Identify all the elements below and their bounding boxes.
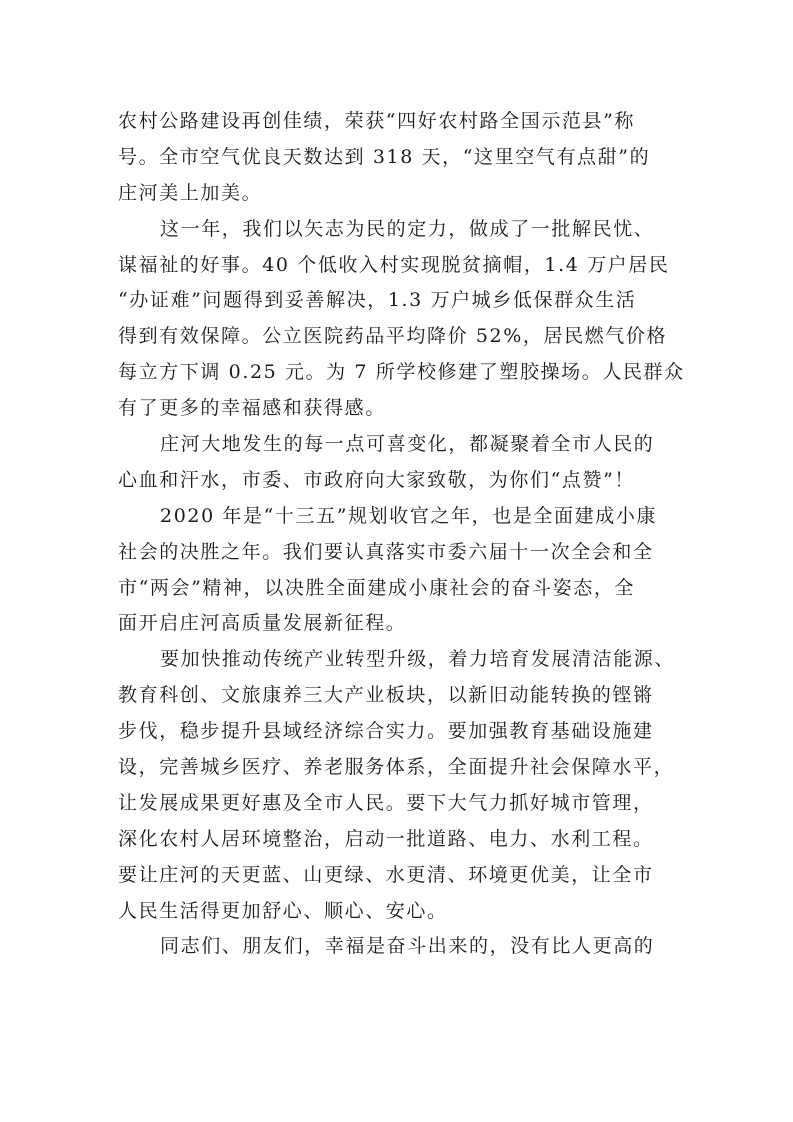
text-line: 设，完善城乡医疗、养老服务体系，全面提升社会保障水平， <box>118 756 675 779</box>
text-line: 得到有效保障。公立医院药品平均降价 52%，居民燃气价格 <box>118 325 668 348</box>
text-line: 社会的决胜之年。我们要认真落实市委六届十一次全会和全 <box>118 540 654 563</box>
text-line: 教育科创、文旅康养三大产业板块，以新旧动能转换的铿锵 <box>118 684 654 707</box>
text-line: 谋福祉的好事。40 个低收入村实现脱贫摘帽，1.4 万户居民 <box>118 253 670 276</box>
paragraph-start-line: 同志们、朋友们，幸福是奋斗出来的，没有比人更高的 <box>160 935 655 958</box>
text-line: 市“两会”精神，以决胜全面建成小康社会的奋斗姿态，全 <box>118 576 636 599</box>
text-line: 步伐，稳步提升县域经济综合实力。要加强教育基础设施建 <box>118 720 654 743</box>
text-line: 每立方下调 0.25 元。为 7 所学校修建了塑胶操场。人民群众 <box>118 361 685 384</box>
text-line: 心血和汗水，市委、市政府向大家致敬，为你们“点赞”！ <box>118 468 636 491</box>
paragraph-start-line: 庄河大地发生的每一点可喜变化，都凝聚着全市人民的 <box>160 433 655 456</box>
text-line: 深化农村人居环境整治，启动一批道路、电力、水利工程。 <box>118 827 654 850</box>
text-line: 农村公路建设再创佳绩，荣获“四好农村路全国示范县”称 <box>118 110 636 132</box>
text-line: 有了更多的幸福感和获得感。 <box>118 397 386 420</box>
paragraph-start-line: 这一年，我们以矢志为民的定力，做成了一批解民忧、 <box>160 217 655 240</box>
text-line: 要让庄河的天更蓝、山更绿、水更清、环境更优美，让全市 <box>118 863 654 886</box>
text-line: 让发展成果更好惠及全市人民。要下大气力抓好城市管理， <box>118 791 654 814</box>
text-line: 号。全市空气优良天数达到 318 天，“这里空气有点甜”的 <box>118 145 651 168</box>
text-line: 面开启庄河高质量发展新征程。 <box>118 612 407 635</box>
paragraph-start-line: 要加快推动传统产业转型升级，着力培育发展清洁能源、 <box>160 648 676 671</box>
paragraph-start-line: 2020 年是“十三五”规划收官之年，也是全面建成小康 <box>160 504 658 527</box>
text-line: 人民生活得更加舒心、顺心、安心。 <box>118 899 448 922</box>
document-page <box>118 104 688 965</box>
text-line: “办证难”问题得到妥善解决，1.3 万户城乡低保群众生活 <box>118 289 637 312</box>
text-line: 庄河美上加美。 <box>118 181 263 204</box>
